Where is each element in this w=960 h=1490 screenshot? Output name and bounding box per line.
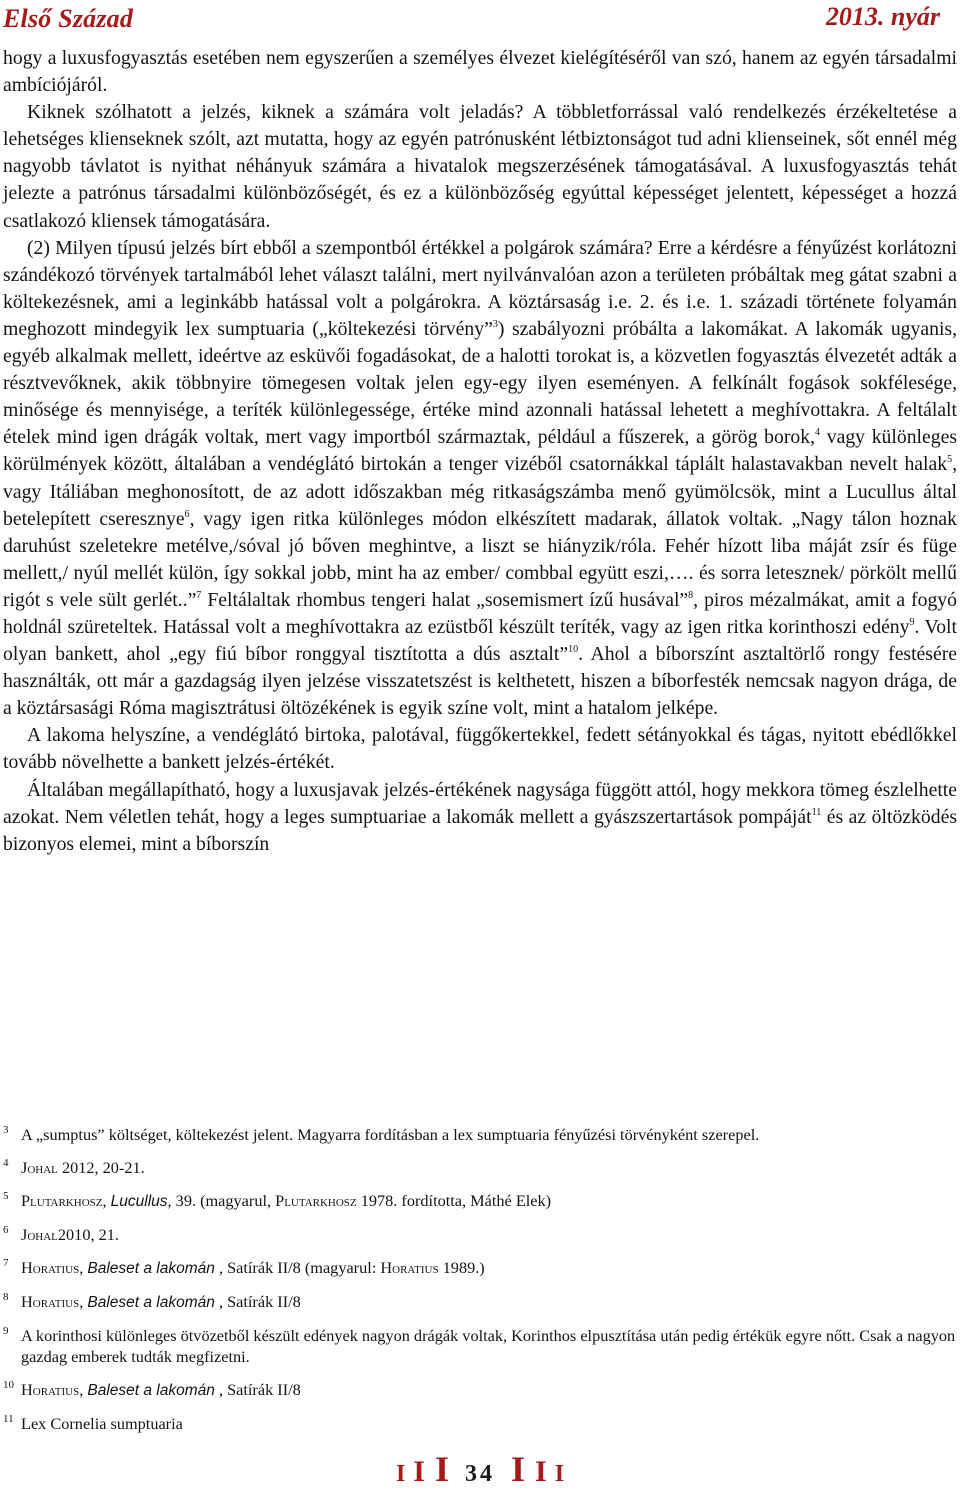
- page-number: 34: [465, 1461, 495, 1487]
- footnote: [3, 1413, 957, 1434]
- footnote-number: 9: [3, 1325, 9, 1337]
- footnote-number: 4: [3, 1157, 9, 1169]
- footnote: [3, 1190, 957, 1212]
- paragraph-text: vagy különleges körülmények között, általában a vendéglátó birtokán a tenger vizéből csatornákkal táplált halastavakban nevelt halak: [3, 426, 957, 476]
- footnote-text: 1989.): [438, 1258, 485, 1277]
- footnote-number: 3: [3, 1124, 9, 1136]
- footnote-number: 8: [3, 1291, 9, 1303]
- issue-date: 2013. nyár: [825, 2, 940, 31]
- ornament-bar: I: [535, 1455, 547, 1488]
- footnote-text: A „sumptus” költséget, költekezést jelent. Magyarra fordításban a lex sumptuaria fényűzési törvényként szerepel.: [21, 1125, 760, 1144]
- footnote: [3, 1257, 957, 1279]
- footnote-separator: ,: [79, 1258, 88, 1277]
- footnote-author: Johal: [21, 1225, 58, 1244]
- paragraph-text: és az öltözködés bizonyos elemei, mint a bíborszín: [3, 805, 957, 855]
- footnote-text: 2010, 21.: [57, 1225, 119, 1244]
- footnote-text: , 39. (magyarul,: [167, 1191, 276, 1210]
- footnote-text: Lex Cornelia sumptuaria: [21, 1414, 183, 1433]
- paragraph-text: ) szabályozni próbálta a lakomákat. A lakomák ugyanis, egyéb alkalmak mellett, ideértve az esküvői fogadásokat, de a halotti torokat is, a közvetlen fogyasztás élvezetét adták a résztvevőknek, akik többnyire tömegesen voltak jelen egy-egy ilyen eseményen. A felkínált fogások sokfélesége, minősége és mennyisége, a teríték különlegessége, értéke mind azonnali hatással lehetett a meghívottakra. A feltálalt ételek mind igen drágák voltak, mert vagy importból származtak, például a fűszerek, a görög borok,: [3, 317, 957, 449]
- footnotes: [3, 1124, 957, 1446]
- footnote-author: Plutarkhosz: [21, 1191, 103, 1210]
- footnote: [3, 1124, 957, 1145]
- footnote-text: , Satírák II/8 (magyarul:: [214, 1258, 381, 1277]
- footnote-ref[interactable]: 11: [811, 806, 822, 818]
- footnote-ref[interactable]: 4: [815, 427, 821, 439]
- paragraph: [3, 722, 957, 776]
- footnote: [3, 1379, 957, 1401]
- ornament-bar: I: [554, 1461, 565, 1487]
- page-number-ornament: [0, 1448, 960, 1490]
- footnote-text: 1978. fordította, Máthé Elek): [356, 1191, 552, 1210]
- ornament-bar: I: [413, 1455, 425, 1488]
- footnote-separator: ,: [79, 1292, 88, 1311]
- article-body: [3, 45, 957, 858]
- paragraph-text: , vagy igen ritka különleges módon elkészített madarak, állatok voltak. „Nagy tálon hoznak daruhúst szeletekre metélve,/sóval jó bőven meghintve, a liszt se hiányzik/róla. Fehér hízott liba máját zsír és füge mellett,/ nyúl mellét külön, így sokkal jobb, mint ha az ember/ combbal együtt eszi,…. és sorra letesznek/ pörkölt mellű rigót s vele sült gerlét..”: [3, 507, 957, 611]
- footnote-number: 11: [3, 1413, 14, 1425]
- footnote-text: A korinthosi különleges ötvözetből készült edények nagyon drágák voltak, Korinthos elpusztítása után pedig értékük egyre nőtt. Csak a nagyon gazdag emberek tudták megfizetni.: [21, 1326, 956, 1366]
- ornament-bar: I: [434, 1449, 449, 1489]
- journal-title: Első Század: [3, 4, 134, 33]
- paragraph-text: , vagy Itáliában meghonosított, de az adott időszakban még ritkaságszámba menő gyümölcsök, mint a Lucullus által betelepített cseresznye: [3, 453, 957, 530]
- paragraph: [3, 99, 957, 234]
- page-header: [0, 0, 960, 38]
- paragraph-text: A lakoma helyszíne, a vendéglátó birtoka, palotával, függőkertekkel, fedett sétányokkal és tágas, nyitott ebédlőkkel tovább növelhette a bankett jelzés-értékét.: [3, 724, 957, 774]
- paragraph-text: , piros mézalmákat, amit a fogyó holdnál szüreteltek. Hatással volt a meghívottakra az ezüstből készült teríték, vagy az igen ritka korinthoszi edény: [3, 588, 957, 638]
- footnote-ref[interactable]: 10: [568, 644, 579, 656]
- footnote-ref[interactable]: 8: [688, 589, 694, 601]
- paragraph-text: . Ahol a bíborszínt asztaltörlő rongy festésére használták, ott már a gazdagság ilyen jelzése visszatetszést is kelthetett, hiszen a bíborfesték nemcsak nagyon drága, de a köztársasági Róma magisztrátusi öltözékének is egyik színe volt, mint a hatalom jelképe.: [3, 643, 957, 720]
- footnote-work-title: Baleset a lakomán: [87, 1294, 215, 1311]
- paragraph-text: (2) Milyen típusú jelzés bírt ebből a szempontból értékkel a polgárok számára? Erre a kérdésre a fényűzést korlátozni szándékozó törvények tartalmából lehet választ találni, mert nyilvánvalóan azon a területen próbáltak meg gátat szabni a költekezésnek, ami a leginkább hatással volt a polgárokra. A köztársaság i.e. 2. és i.e. 1. századi története folyamán meghozott mindegyik lex sumptuaria („költekezési törvény”: [3, 236, 957, 340]
- ornament-bar: I: [511, 1449, 526, 1489]
- footnote-author: Johal: [21, 1158, 58, 1177]
- paragraph: [3, 235, 957, 723]
- footnote-author: Horatius: [21, 1258, 80, 1277]
- paragraph: [3, 777, 957, 858]
- footnote-text: , Satírák II/8: [214, 1380, 301, 1399]
- footnote-work-title: Baleset a lakomán: [87, 1260, 215, 1277]
- footnote-text: , Satírák II/8: [214, 1292, 301, 1311]
- paragraph-text: Általában megállapítható, hogy a luxusjavak jelzés-értékének nagysága függött attól, hogy mekkora tömeg észlelhette azokat. Nem véletlen tehát, hogy a leges sumptuariae a lakomák mellett a gyászszertartások pompáját: [3, 778, 957, 828]
- footnote-work-title: Lucullus: [110, 1193, 168, 1210]
- paragraph: [3, 45, 957, 99]
- footnote: [3, 1224, 957, 1245]
- footnote-number: 5: [3, 1190, 9, 1202]
- footnote: [3, 1291, 957, 1313]
- footnote-author: Horatius: [21, 1292, 80, 1311]
- footnote-ref[interactable]: 7: [196, 589, 202, 601]
- paragraph-text: hogy a luxusfogyasztás esetében nem egyszerűen a személyes élvezet kielégítéséről van szó, hanem az egyén társadalmi ambíciójáról.: [3, 47, 957, 97]
- paragraph-text: Kiknek szólhatott a jelzés, kiknek a számára volt jeladás? A többletforrással való rendelkezés érzékeltetése a lehetséges klienseknek szólt, azt mutatta, hogy az egyén patrónusként létbiztonságot tud adni klienseinek, sőt ennél még nagyobb távlatot is nyithat néhányuk számára a hivatalok megszerzésének támogatásával. A luxusfogyasztás tehát jelezte a patrónus társadalmi különbözőségét, és ez a különbözőség egyúttal képességet jelentett, képességet a hozzá csatlakozó kliensek támogatására.: [3, 101, 957, 232]
- footnote-author: Horatius: [21, 1380, 80, 1399]
- footnote-text: 2012, 20-21.: [57, 1158, 145, 1177]
- ornament-bar: I: [395, 1461, 406, 1487]
- footnote-ref[interactable]: 3: [492, 318, 498, 330]
- footnote-number: 7: [3, 1257, 9, 1269]
- footnote-number: 6: [3, 1224, 9, 1236]
- footnote-separator: ,: [79, 1380, 88, 1399]
- footnote: [3, 1325, 957, 1367]
- footnote-ref[interactable]: 9: [909, 616, 915, 628]
- footnote-author: Plutarkhosz: [275, 1191, 357, 1210]
- paragraph-text: . Volt olyan bankett, ahol „egy fiú bíbor ronggyal tisztította a dús asztalt”: [3, 615, 958, 666]
- footnote-number: 10: [3, 1379, 14, 1391]
- footnote-separator: ,: [102, 1191, 111, 1210]
- footnote-author: Horatius: [380, 1258, 439, 1277]
- footnote-work-title: Baleset a lakomán: [87, 1382, 215, 1399]
- footnote-ref[interactable]: 5: [947, 454, 953, 466]
- footnote-ref[interactable]: 6: [184, 508, 190, 520]
- footnote: [3, 1157, 957, 1178]
- paragraph-text: Feltálaltak rhombus tengeri halat „sosemismert ízű husával”: [201, 588, 689, 611]
